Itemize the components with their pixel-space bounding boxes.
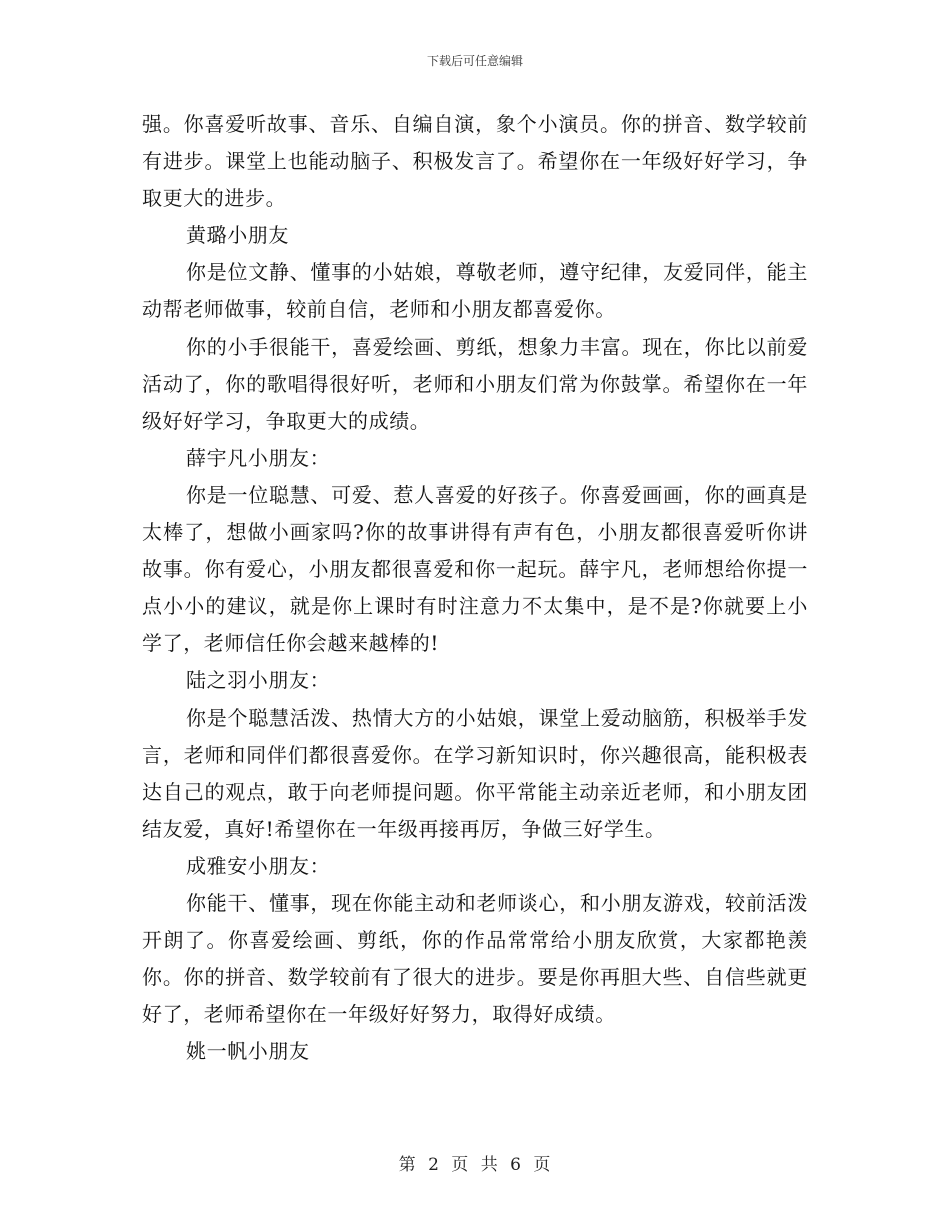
- paragraph: 你是个聪慧活泼、热情大方的小姑娘，课堂上爱动脑筋，积极举手发言，老师和同伴们都很喜爱你。在学习新知识时，你兴趣很高，能积极表达自己的观点，敢于向老师提问题。你平常能主动亲近老师，和小朋友团结友爱，真好!希望你在一年级再接再厉，争做三好学生。: [142, 705, 808, 841]
- child-name-heading: 成雅安小朋友：: [186, 853, 331, 878]
- child-name-heading: 黄璐小朋友: [186, 223, 289, 248]
- page-header: 下载后可任意编辑: [426, 54, 523, 68]
- paragraph: 你是位文静、懂事的小姑娘，尊敬老师，遵守纪律，友爱同伴，能主动帮老师做事，较前自信，老师和小朋友都喜爱你。: [142, 260, 808, 322]
- page-footer-page-number: 第 2 页 共 6 页: [398, 1155, 552, 1175]
- document-body: [142, 106, 808, 1070]
- child-name-heading: 薛宇凡小朋友：: [186, 445, 331, 470]
- paragraph: 你是一位聪慧、可爱、惹人喜爱的好孩子。你喜爱画画，你的画真是太棒了，想做小画家吗?你的故事讲得有声有色，小朋友都很喜爱听你讲故事。你有爱心，小朋友都很喜爱和你一起玩。薛宇凡，老师想给你提一点小小的建议，就是你上课时有时注意力不太集中，是不是?你就要上小学了，老师信任你会越来越棒的!: [142, 482, 808, 656]
- paragraph: 你的小手很能干，喜爱绘画、剪纸，想象力丰富。现在，你比以前爱活动了，你的歌唱得很好听，老师和小朋友们常为你鼓掌。希望你在一年级好好学习，争取更大的成绩。: [142, 334, 808, 433]
- child-name-heading: 姚一帆小朋友: [186, 1039, 310, 1064]
- paragraph-continuation: 强。你喜爱听故事、音乐、自编自演，象个小演员。你的拼音、数学较前有进步。课堂上也能动脑子、积极发言了。希望你在一年级好好学习，争取更大的进步。: [142, 112, 808, 211]
- paragraph: 你能干、懂事，现在你能主动和老师谈心，和小朋友游戏，较前活泼开朗了。你喜爱绘画、剪纸，你的作品常常给小朋友欣赏，大家都艳羡你。你的拼音、数学较前有了很大的进步。要是你再胆大些、自信些就更好了，老师希望你在一年级好好努力，取得好成绩。: [142, 890, 808, 1027]
- child-name-heading: 陆之羽小朋友：: [186, 668, 331, 693]
